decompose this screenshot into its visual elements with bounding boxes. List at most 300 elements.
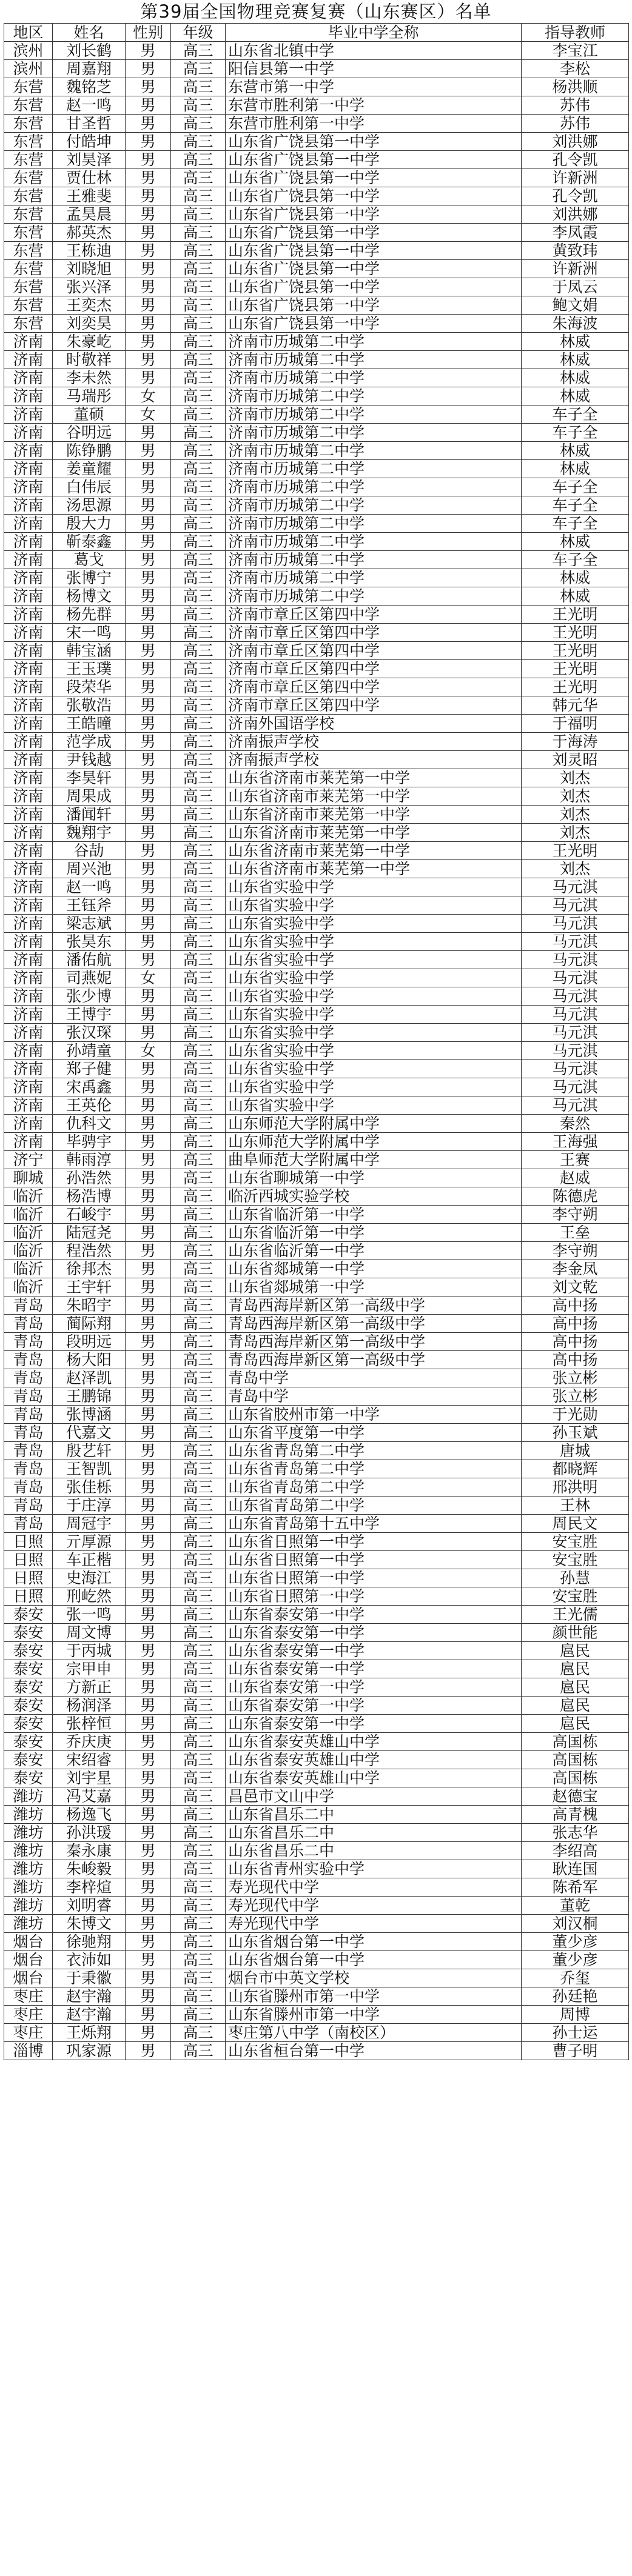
cell-teacher: 周民文 <box>522 1515 629 1533</box>
cell-region: 济南 <box>4 551 53 569</box>
cell-region: 济南 <box>4 733 53 751</box>
cell-name: 赵宇瀚 <box>53 1987 126 2006</box>
cell-name: 赵一鸣 <box>53 96 126 115</box>
cell-gender: 男 <box>126 878 171 896</box>
cell-gender: 男 <box>126 1006 171 1024</box>
cell-name: 孙洪瑗 <box>53 1824 126 1842</box>
cell-grade: 高三 <box>171 1115 226 1133</box>
cell-region: 临沂 <box>4 1242 53 1260</box>
cell-gender: 男 <box>126 42 171 60</box>
cell-grade: 高三 <box>171 1424 226 1442</box>
cell-grade: 高三 <box>171 96 226 115</box>
cell-teacher: 刘汉桐 <box>522 1915 629 1933</box>
table-row <box>4 151 629 169</box>
cell-name: 司燕妮 <box>53 969 126 987</box>
cell-grade: 高三 <box>171 1442 226 1460</box>
cell-name: 韩雨淳 <box>53 1151 126 1169</box>
table-row <box>4 278 629 296</box>
cell-gender: 女 <box>126 405 171 424</box>
table-row <box>4 442 629 460</box>
table-row <box>4 1387 629 1406</box>
cell-grade: 高三 <box>171 1715 226 1733</box>
cell-gender: 男 <box>126 606 171 624</box>
cell-name: 杨润泽 <box>53 1697 126 1715</box>
cell-teacher: 马元淇 <box>522 1024 629 1042</box>
table-row <box>4 533 629 551</box>
cell-grade: 高三 <box>171 1842 226 1860</box>
cell-teacher: 马元淇 <box>522 915 629 933</box>
table-row <box>4 860 629 878</box>
cell-region: 济南 <box>4 624 53 642</box>
cell-teacher: 张立彬 <box>522 1369 629 1387</box>
cell-name: 周兴池 <box>53 860 126 878</box>
cell-teacher: 董乾 <box>522 1897 629 1915</box>
cell-teacher: 车子全 <box>522 496 629 515</box>
cell-gender: 男 <box>126 351 171 369</box>
table-row <box>4 642 629 660</box>
cell-grade: 高三 <box>171 860 226 878</box>
table-row <box>4 78 629 96</box>
cell-grade: 高三 <box>171 915 226 933</box>
cell-grade: 高三 <box>171 1897 226 1915</box>
cell-school: 济南市历城第二中学 <box>226 569 522 587</box>
table-row <box>4 1878 629 1897</box>
cell-teacher: 林威 <box>522 442 629 460</box>
cell-name: 石峻宇 <box>53 1206 126 1224</box>
cell-teacher: 刘洪娜 <box>522 205 629 224</box>
table-row <box>4 187 629 205</box>
cell-grade: 高三 <box>171 1133 226 1151</box>
cell-region: 青岛 <box>4 1497 53 1515</box>
cell-teacher: 王光明 <box>522 660 629 678</box>
cell-region: 泰安 <box>4 1751 53 1769</box>
cell-region: 济南 <box>4 842 53 860</box>
table-row <box>4 951 629 969</box>
cell-region: 济南 <box>4 587 53 606</box>
cell-school: 济南市历城第二中学 <box>226 478 522 496</box>
header-gender: 性别 <box>126 24 171 42</box>
cell-gender: 男 <box>126 1515 171 1533</box>
cell-school: 山东省青岛第二中学 <box>226 1478 522 1497</box>
cell-region: 东营 <box>4 296 53 315</box>
cell-gender: 男 <box>126 151 171 169</box>
cell-gender: 男 <box>126 1551 171 1569</box>
table-row <box>4 1206 629 1224</box>
cell-grade: 高三 <box>171 224 226 242</box>
table-row <box>4 1442 629 1460</box>
cell-teacher: 扈民 <box>522 1660 629 1678</box>
cell-grade: 高三 <box>171 1078 226 1096</box>
cell-teacher: 李守朔 <box>522 1242 629 1260</box>
cell-gender: 男 <box>126 1951 171 1969</box>
cell-gender: 男 <box>126 1369 171 1387</box>
cell-grade: 高三 <box>171 187 226 205</box>
cell-teacher: 高中扬 <box>522 1315 629 1333</box>
cell-grade: 高三 <box>171 442 226 460</box>
cell-gender: 女 <box>126 969 171 987</box>
cell-school: 济南市章丘区第四中学 <box>226 642 522 660</box>
cell-name: 于秉徽 <box>53 1969 126 1987</box>
cell-name: 张汉琛 <box>53 1024 126 1042</box>
cell-region: 济南 <box>4 1096 53 1115</box>
cell-school: 山东省广饶县第一中学 <box>226 315 522 333</box>
cell-teacher: 孔令凯 <box>522 187 629 205</box>
cell-region: 临沂 <box>4 1224 53 1242</box>
cell-teacher: 许新洲 <box>522 260 629 278</box>
table-row <box>4 1460 629 1478</box>
cell-grade: 高三 <box>171 2024 226 2042</box>
cell-teacher: 王光明 <box>522 624 629 642</box>
cell-name: 徐驰翔 <box>53 1933 126 1951</box>
cell-teacher: 马元淇 <box>522 933 629 951</box>
cell-region: 济南 <box>4 1133 53 1151</box>
cell-school: 山东省广饶县第一中学 <box>226 296 522 315</box>
cell-teacher: 扈民 <box>522 1642 629 1660</box>
cell-grade: 高三 <box>171 515 226 533</box>
cell-gender: 男 <box>126 1824 171 1842</box>
cell-name: 梁志斌 <box>53 915 126 933</box>
cell-grade: 高三 <box>171 1242 226 1260</box>
cell-name: 刘昊泽 <box>53 151 126 169</box>
cell-school: 寿光现代中学 <box>226 1878 522 1897</box>
cell-region: 枣庄 <box>4 1987 53 2006</box>
cell-gender: 男 <box>126 424 171 442</box>
cell-school: 山东师范大学附属中学 <box>226 1115 522 1133</box>
table-row <box>4 696 629 715</box>
cell-teacher: 李凤霞 <box>522 224 629 242</box>
cell-school: 山东省泰安第一中学 <box>226 1660 522 1678</box>
cell-region: 青岛 <box>4 1442 53 1460</box>
table-row <box>4 1406 629 1424</box>
cell-region: 青岛 <box>4 1515 53 1533</box>
cell-school: 济南市章丘区第四中学 <box>226 606 522 624</box>
table-row <box>4 1296 629 1315</box>
cell-region: 东营 <box>4 187 53 205</box>
table-row <box>4 733 629 751</box>
table-row <box>4 1042 629 1060</box>
table-row <box>4 1733 629 1751</box>
cell-name: 朱昭宇 <box>53 1296 126 1315</box>
table-row <box>4 769 629 787</box>
table-row <box>4 1333 629 1351</box>
cell-name: 王栋迪 <box>53 242 126 260</box>
cell-grade: 高三 <box>171 1569 226 1587</box>
cell-grade: 高三 <box>171 696 226 715</box>
cell-school: 阳信县第一中学 <box>226 60 522 78</box>
cell-region: 临沂 <box>4 1206 53 1224</box>
cell-teacher: 刘灵昭 <box>522 751 629 769</box>
cell-region: 青岛 <box>4 1387 53 1406</box>
table-row <box>4 1497 629 1515</box>
table-row <box>4 1515 629 1533</box>
cell-teacher: 马元淇 <box>522 1042 629 1060</box>
cell-region: 济南 <box>4 351 53 369</box>
cell-region: 临沂 <box>4 1260 53 1278</box>
cell-gender: 男 <box>126 1260 171 1278</box>
cell-grade: 高三 <box>171 169 226 187</box>
table-row <box>4 787 629 806</box>
cell-grade: 高三 <box>171 1060 226 1078</box>
cell-school: 山东省实验中学 <box>226 969 522 987</box>
cell-gender: 男 <box>126 1315 171 1333</box>
cell-name: 杨浩博 <box>53 1187 126 1206</box>
cell-region: 东营 <box>4 151 53 169</box>
cell-name: 亓厚源 <box>53 1533 126 1551</box>
cell-school: 山东省广饶县第一中学 <box>226 187 522 205</box>
cell-school: 山东省泰安英雄山中学 <box>226 1769 522 1787</box>
cell-region: 泰安 <box>4 1715 53 1733</box>
cell-school: 青岛中学 <box>226 1387 522 1406</box>
cell-grade: 高三 <box>171 42 226 60</box>
cell-school: 山东省实验中学 <box>226 987 522 1006</box>
cell-school: 山东省泰安第一中学 <box>226 1642 522 1660</box>
cell-grade: 高三 <box>171 1733 226 1751</box>
cell-name: 郑子健 <box>53 1060 126 1078</box>
cell-grade: 高三 <box>171 587 226 606</box>
cell-name: 张一鸣 <box>53 1606 126 1624</box>
cell-grade: 高三 <box>171 933 226 951</box>
cell-region: 济南 <box>4 806 53 824</box>
cell-gender: 男 <box>126 369 171 387</box>
cell-gender: 男 <box>126 496 171 515</box>
cell-region: 日照 <box>4 1551 53 1569</box>
cell-school: 山东省滕州市第一中学 <box>226 2006 522 2024</box>
table-row <box>4 1315 629 1333</box>
cell-name: 乔庆庚 <box>53 1733 126 1751</box>
cell-gender: 男 <box>126 460 171 478</box>
cell-grade: 高三 <box>171 1460 226 1478</box>
cell-name: 赵宇瀚 <box>53 2006 126 2024</box>
cell-region: 枣庄 <box>4 2006 53 2024</box>
cell-grade: 高三 <box>171 1206 226 1224</box>
cell-teacher: 安宝胜 <box>522 1551 629 1569</box>
cell-school: 济南市历城第二中学 <box>226 515 522 533</box>
cell-gender: 男 <box>126 551 171 569</box>
table-row <box>4 1806 629 1824</box>
cell-gender: 男 <box>126 678 171 696</box>
cell-gender: 男 <box>126 260 171 278</box>
cell-teacher: 林威 <box>522 587 629 606</box>
cell-region: 济南 <box>4 787 53 806</box>
cell-grade: 高三 <box>171 1478 226 1497</box>
cell-gender: 男 <box>126 242 171 260</box>
cell-teacher: 鲍文娟 <box>522 296 629 315</box>
table-row <box>4 333 629 351</box>
cell-gender: 男 <box>126 1697 171 1715</box>
cell-name: 陆冠尧 <box>53 1224 126 1242</box>
cell-name: 魏翔宇 <box>53 824 126 842</box>
cell-gender: 男 <box>126 806 171 824</box>
cell-teacher: 安宝胜 <box>522 1587 629 1606</box>
cell-region: 东营 <box>4 224 53 242</box>
cell-teacher: 扈民 <box>522 1678 629 1697</box>
cell-grade: 高三 <box>171 842 226 860</box>
cell-region: 青岛 <box>4 1315 53 1333</box>
cell-gender: 男 <box>126 715 171 733</box>
cell-region: 潍坊 <box>4 1915 53 1933</box>
cell-teacher: 林威 <box>522 387 629 405</box>
table-row <box>4 1224 629 1242</box>
table-body <box>4 42 629 2060</box>
table-row <box>4 1133 629 1151</box>
cell-gender: 男 <box>126 1660 171 1678</box>
cell-gender: 男 <box>126 1151 171 1169</box>
cell-school: 山东省日照第一中学 <box>226 1569 522 1587</box>
table-row <box>4 824 629 842</box>
cell-name: 仇科文 <box>53 1115 126 1133</box>
cell-name: 衣沛如 <box>53 1951 126 1969</box>
cell-grade: 高三 <box>171 642 226 660</box>
cell-teacher: 马元淇 <box>522 1078 629 1096</box>
cell-school: 济南市章丘区第四中学 <box>226 624 522 642</box>
cell-teacher: 唐城 <box>522 1442 629 1460</box>
cell-name: 史海江 <box>53 1569 126 1587</box>
cell-school: 枣庄第八中学（南校区） <box>226 2024 522 2042</box>
table-row <box>4 460 629 478</box>
cell-school: 山东省广饶县第一中学 <box>226 242 522 260</box>
cell-gender: 男 <box>126 733 171 751</box>
cell-teacher: 邢洪明 <box>522 1478 629 1497</box>
cell-gender: 女 <box>126 387 171 405</box>
table-row <box>4 133 629 151</box>
table-row <box>4 387 629 405</box>
cell-school: 济南市历城第二中学 <box>226 533 522 551</box>
cell-teacher: 高国栋 <box>522 1733 629 1751</box>
cell-teacher: 黄致玮 <box>522 242 629 260</box>
cell-name: 徐邦杰 <box>53 1260 126 1278</box>
table-row <box>4 1096 629 1115</box>
cell-teacher: 赵德宝 <box>522 1787 629 1806</box>
cell-region: 济南 <box>4 951 53 969</box>
cell-gender: 男 <box>126 1060 171 1078</box>
table-row <box>4 1569 629 1587</box>
cell-name: 李昊轩 <box>53 769 126 787</box>
cell-school: 青岛中学 <box>226 1369 522 1387</box>
table-row <box>4 1660 629 1678</box>
cell-grade: 高三 <box>171 606 226 624</box>
cell-region: 济宁 <box>4 1151 53 1169</box>
table-row <box>4 369 629 387</box>
cell-gender: 男 <box>126 1442 171 1460</box>
cell-school: 山东省广饶县第一中学 <box>226 169 522 187</box>
table-row <box>4 1260 629 1278</box>
cell-gender: 男 <box>126 533 171 551</box>
table-row <box>4 1424 629 1442</box>
cell-region: 济南 <box>4 496 53 515</box>
cell-school: 山东省泰安第一中学 <box>226 1697 522 1715</box>
cell-teacher: 扈民 <box>522 1715 629 1733</box>
cell-region: 青岛 <box>4 1296 53 1315</box>
cell-name: 郝英杰 <box>53 224 126 242</box>
table-row <box>4 1933 629 1951</box>
cell-grade: 高三 <box>171 1006 226 1024</box>
cell-gender: 男 <box>126 224 171 242</box>
cell-grade: 高三 <box>171 1296 226 1315</box>
cell-teacher: 扈民 <box>522 1697 629 1715</box>
cell-teacher: 颜世能 <box>522 1624 629 1642</box>
table-row <box>4 1787 629 1806</box>
cell-gender: 男 <box>126 1751 171 1769</box>
cell-grade: 高三 <box>171 333 226 351</box>
table-row <box>4 405 629 424</box>
cell-gender: 男 <box>126 78 171 96</box>
cell-gender: 男 <box>126 1078 171 1096</box>
cell-teacher: 王海强 <box>522 1133 629 1151</box>
table-row <box>4 569 629 587</box>
cell-region: 东营 <box>4 242 53 260</box>
cell-name: 潘佑航 <box>53 951 126 969</box>
cell-region: 济南 <box>4 860 53 878</box>
cell-school: 济南市历城第二中学 <box>226 587 522 606</box>
cell-gender: 男 <box>126 1987 171 2006</box>
cell-gender: 男 <box>126 1242 171 1260</box>
table-row <box>4 1187 629 1206</box>
cell-gender: 男 <box>126 1478 171 1497</box>
table-row <box>4 1987 629 2006</box>
cell-teacher: 马元淇 <box>522 1060 629 1078</box>
cell-grade: 高三 <box>171 315 226 333</box>
cell-region: 济南 <box>4 1042 53 1060</box>
cell-gender: 男 <box>126 1024 171 1042</box>
cell-grade: 高三 <box>171 151 226 169</box>
cell-name: 代嘉文 <box>53 1424 126 1442</box>
cell-grade: 高三 <box>171 896 226 915</box>
cell-teacher: 高中扬 <box>522 1296 629 1315</box>
cell-region: 青岛 <box>4 1478 53 1497</box>
cell-region: 青岛 <box>4 1406 53 1424</box>
cell-teacher: 王光儒 <box>522 1606 629 1624</box>
cell-gender: 男 <box>126 205 171 224</box>
cell-teacher: 许新洲 <box>522 169 629 187</box>
cell-region: 临沂 <box>4 1278 53 1296</box>
cell-grade: 高三 <box>171 1915 226 1933</box>
cell-grade: 高三 <box>171 1751 226 1769</box>
cell-grade: 高三 <box>171 551 226 569</box>
cell-grade: 高三 <box>171 1951 226 1969</box>
table-row <box>4 1951 629 1969</box>
table-row <box>4 1478 629 1497</box>
cell-region: 泰安 <box>4 1660 53 1678</box>
table-row <box>4 1242 629 1260</box>
cell-name: 董硕 <box>53 405 126 424</box>
table-row <box>4 624 629 642</box>
table-row <box>4 896 629 915</box>
table-row <box>4 1351 629 1369</box>
cell-region: 济南 <box>4 478 53 496</box>
cell-school: 山东省郯城第一中学 <box>226 1278 522 1296</box>
table-row <box>4 351 629 369</box>
cell-school: 山东省广饶县第一中学 <box>226 260 522 278</box>
cell-name: 王奕杰 <box>53 296 126 315</box>
table-row <box>4 205 629 224</box>
cell-grade: 高三 <box>171 1806 226 1824</box>
cell-teacher: 王光明 <box>522 642 629 660</box>
cell-grade: 高三 <box>171 678 226 696</box>
cell-school: 山东省实验中学 <box>226 896 522 915</box>
cell-grade: 高三 <box>171 387 226 405</box>
cell-name: 甘圣哲 <box>53 115 126 133</box>
cell-grade: 高三 <box>171 1933 226 1951</box>
cell-region: 泰安 <box>4 1697 53 1715</box>
cell-region: 济南 <box>4 369 53 387</box>
cell-school: 山东省济南市莱芜第一中学 <box>226 769 522 787</box>
cell-teacher: 马元淇 <box>522 1096 629 1115</box>
cell-region: 济南 <box>4 824 53 842</box>
cell-name: 周文博 <box>53 1624 126 1642</box>
cell-school: 山东省广饶县第一中学 <box>226 205 522 224</box>
cell-grade: 高三 <box>171 478 226 496</box>
table-row <box>4 496 629 515</box>
